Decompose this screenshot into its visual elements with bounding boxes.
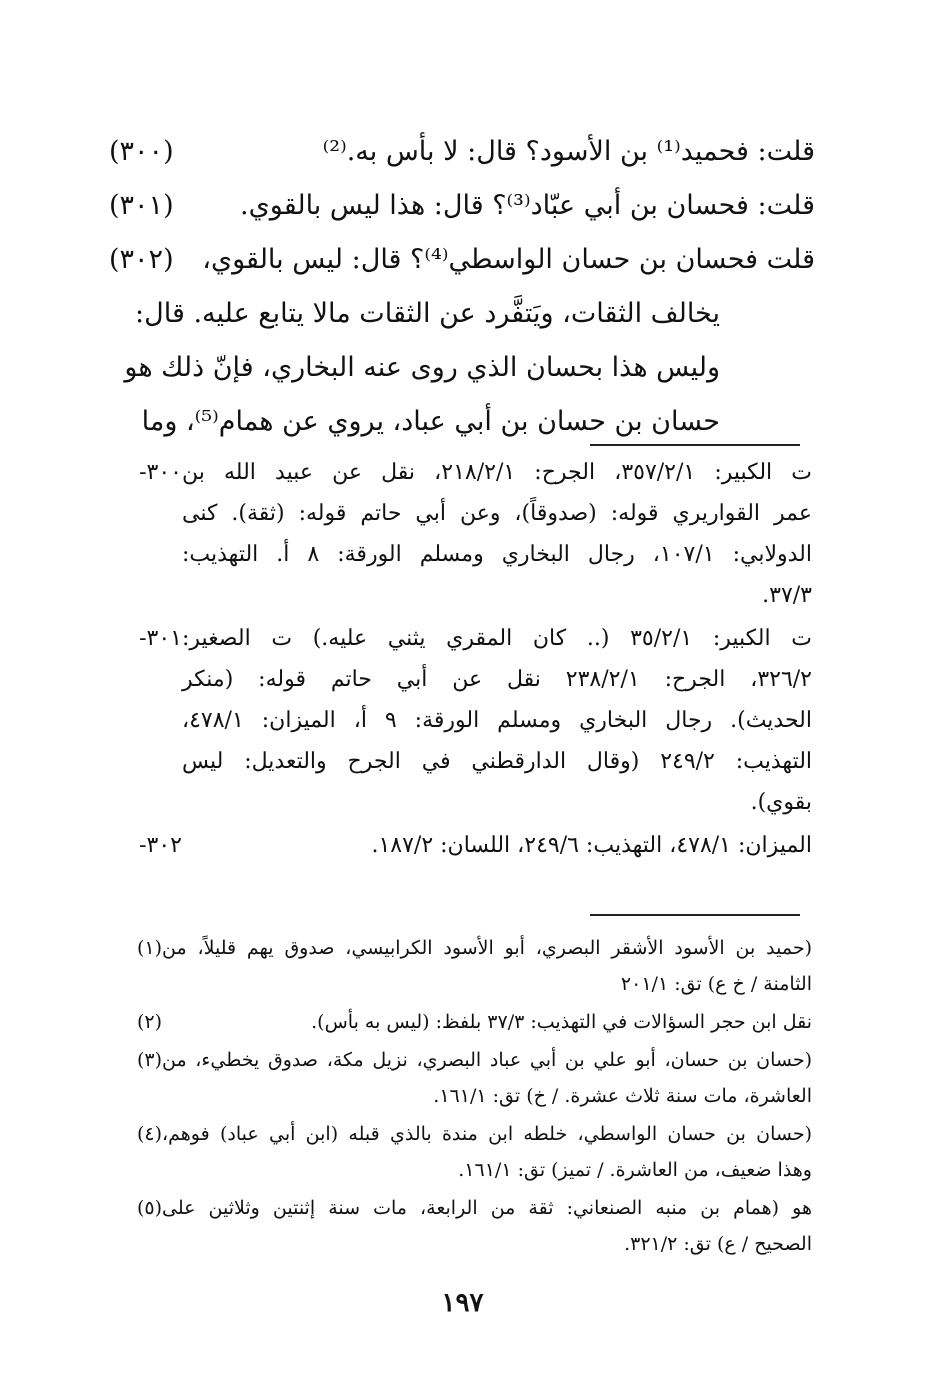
note-line: الحديث). رجال البخاري ومسلم الورقة: ٩ أ، الميزان: ٤٧٨/١، — [182, 708, 812, 733]
footnote-line: الصحيح / ع) تق: ٣٢١/٢. — [624, 1233, 812, 1255]
note-line: الدولابي: ١٠٧/١، رجال البخاري ومسلم الورقة: ٨ أ. التهذيب: — [182, 542, 812, 567]
note-number: ٣٠٠- — [139, 460, 182, 485]
footnote-number: (٥) — [136, 1197, 162, 1219]
entry-number: (٣٠٢) — [109, 244, 174, 275]
main-entry-301 — [95, 179, 815, 233]
footnote-2 — [100, 1004, 812, 1040]
note-number: ٣٠٢- — [139, 833, 182, 858]
note-number: ٣٠١- — [139, 626, 182, 651]
main-text — [95, 125, 815, 449]
footnotes-separator — [590, 914, 800, 916]
entry-number: (٣٠٠) — [109, 136, 174, 167]
footnote-line: نقل ابن حجر السؤالات في التهذيب: ٣٧/٣ بلفظ: (ليس به بأس). — [311, 1011, 812, 1033]
note-line: ت الكبير: ٣٥٧/٢/١، الجرح: ٢١٨/٢/١، نقل عن عبيد الله بن — [182, 460, 812, 485]
footnote-number: (٢) — [136, 1011, 162, 1033]
footnote-line: العاشرة، مات سنة ثلاث عشرة. / خ) تق: ١٦١/١. — [433, 1085, 812, 1107]
footnote-5 — [100, 1190, 812, 1262]
footnote-line: (حميد بن الأسود الأشقر البصري، أبو الأسود الكرابيسي، صدوق يهم قليلاً، من — [162, 937, 812, 959]
footnote-4 — [100, 1116, 812, 1188]
footnote-3 — [100, 1042, 812, 1114]
entry-number: (٣٠١) — [109, 190, 174, 221]
note-line: بقوي). — [750, 790, 812, 815]
entry-text: قلت فحسان بن حسان الواسطي⁽⁴⁾؟ قال: ليس بالقوي، — [202, 244, 815, 275]
footnotes — [100, 930, 812, 1264]
footnote-number: (٣) — [136, 1049, 162, 1071]
note-line: ت الكبير: ٣٥/٢/١ (.. كان المقري يثني عليه.) ت الصغير: — [182, 626, 812, 651]
main-entry-300 — [95, 125, 815, 179]
note-301 — [100, 618, 812, 823]
footnote-line: (حسان بن حسان، أبو علي بن أبي عباد البصري، نزيل مكة، صدوق يخطيء، من — [162, 1049, 812, 1071]
note-302 — [100, 825, 812, 866]
footnote-number: (١) — [136, 937, 162, 959]
note-line: الميزان: ٤٧٨/١، التهذيب: ٢٤٩/٦، اللسان: ١٨٧/٢. — [371, 833, 812, 858]
entry-continuation-line: وليس هذا بحسان الذي روى عنه البخاري، فإنّ ذلك هو — [124, 352, 720, 383]
note-line: ٣٢٦/٢، الجرح: ٢٣٨/٢/١ نقل عن أبي حاتم قوله: (منكر — [182, 667, 812, 692]
entry-text: قلت: فحسان بن أبي عبّاد⁽³⁾؟ قال: هذا ليس بالقوي. — [240, 190, 815, 221]
note-line: عمر القواريري قوله: (صدوقاً)، وعن أبي حاتم قوله: (ثقة). كنى — [182, 501, 812, 526]
footnote-line: الثامنة / خ ع) تق: ٢٠١/١ — [620, 973, 812, 995]
note-line: التهذيب: ٢٤٩/٢ (وقال الدارقطني في الجرح والتعديل: ليس — [182, 749, 813, 774]
main-entry-302 — [95, 233, 815, 287]
entry-continuation-line: يخالف الثقات، ويَتفَّرد عن الثقات مالا يتابع عليه. قال: — [135, 298, 720, 329]
page-number: ١٩٧ — [441, 1288, 484, 1318]
entry-notes — [100, 452, 812, 868]
footnote-line: (حسان بن حسان الواسطي، خلطه ابن مندة بالذي قبله (ابن أبي عباد) فوهم، — [162, 1123, 812, 1145]
footnote-line: هو (همام بن منبه الصنعاني: ثقة من الرابعة، مات سنة إثنتين وثلاثين على — [162, 1197, 812, 1219]
entry-continuation-line: حسان بن حسان بن أبي عباد، يروي عن همام⁽⁵⁾، وما — [141, 406, 720, 437]
notes-separator — [590, 444, 800, 446]
note-300 — [100, 452, 812, 616]
footnote-number: (٤) — [136, 1123, 162, 1145]
entry-text: قلت: فحميد⁽¹⁾ بن الأسود؟ قال: لا بأس به.⁽²⁾ — [322, 136, 815, 167]
footnote-1 — [100, 930, 812, 1002]
note-line: ٣٧/٣. — [762, 583, 812, 608]
footnote-line: وهذا ضعيف، من العاشرة. / تميز) تق: ١٦١/١. — [458, 1159, 812, 1181]
